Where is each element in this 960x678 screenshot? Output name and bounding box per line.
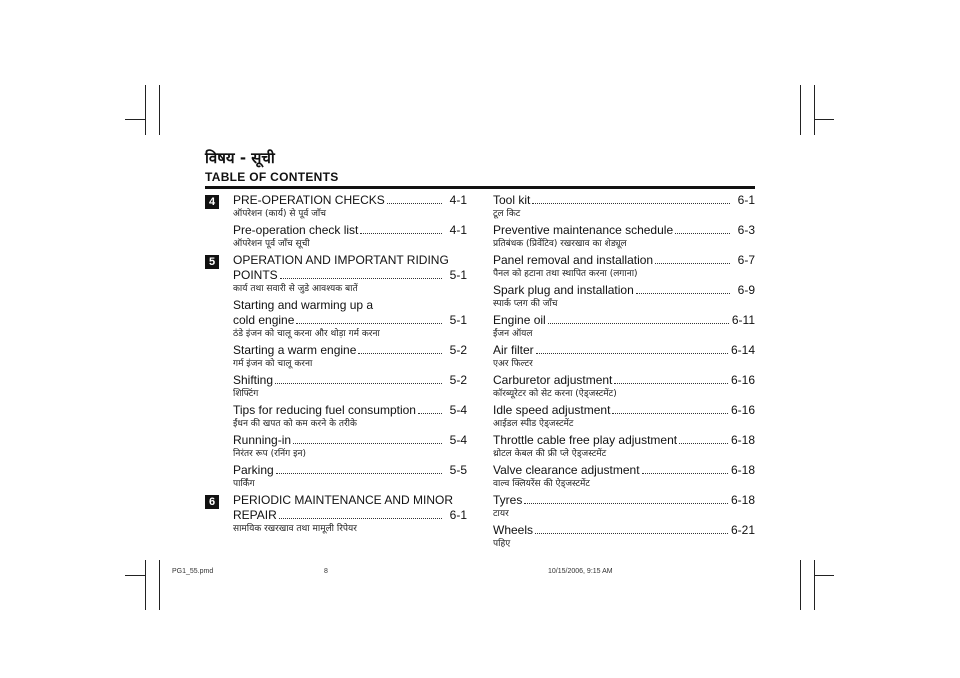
toc-entry[interactable] — [205, 223, 467, 251]
entry-title-hindi: गर्म इंजन को चालू करना — [233, 359, 313, 369]
crop-mark — [800, 560, 801, 610]
entry-title: Pre-operation check list — [233, 223, 359, 237]
entry-title-hindi: थ्रोटल केबल की फ्री प्ले ऐड्जस्टमेंट — [493, 449, 607, 459]
dot-leader — [536, 353, 728, 354]
entry-title: Carburetor adjustment — [493, 373, 613, 387]
chapter-number-badge: 6 — [205, 495, 219, 509]
entry-row — [493, 253, 755, 268]
page-title-hindi: विषय - सूची — [205, 149, 275, 167]
page-number: 6-7 — [737, 253, 755, 267]
page-number: 5-1 — [449, 313, 467, 327]
toc-left-column — [205, 193, 467, 538]
entry-title-hindi: वाल्व क्लियरेंस की ऐड्जस्टमेंट — [493, 479, 590, 489]
entry-title: Idle speed adjustment — [493, 403, 611, 417]
dot-leader — [548, 323, 729, 324]
toc-entry[interactable] — [205, 193, 467, 221]
toc-entry[interactable] — [493, 313, 755, 341]
toc-entry[interactable] — [205, 373, 467, 401]
entry-row — [233, 508, 467, 523]
entry-title: Wheels — [493, 523, 534, 537]
crop-mark — [814, 560, 815, 610]
toc-entry[interactable] — [205, 343, 467, 371]
crop-mark — [145, 85, 146, 135]
crop-mark — [145, 560, 146, 610]
entry-row — [493, 523, 755, 538]
entry-row — [493, 193, 755, 208]
entry-title: Tyres — [493, 493, 523, 507]
entry-row — [233, 463, 467, 478]
page-number: 6-21 — [730, 523, 755, 537]
toc-entry[interactable] — [205, 433, 467, 461]
title-rule — [205, 186, 755, 189]
entry-title: Panel removal and installation — [493, 253, 654, 267]
dot-leader — [279, 518, 442, 519]
entry-title: PRE-OPERATION CHECKS — [233, 193, 385, 207]
page-number: 6-1 — [737, 193, 755, 207]
page-number: 6-14 — [730, 343, 755, 357]
page-number: 6-16 — [730, 403, 755, 417]
entry-title-line: PERIODIC MAINTENANCE AND MINOR — [233, 493, 454, 507]
dot-leader — [275, 383, 442, 384]
entry-title: Parking — [233, 463, 274, 477]
entry-title: Tips for reducing fuel consumption — [233, 403, 416, 417]
page-number: 6-18 — [730, 493, 755, 507]
footer-timestamp: 10/15/2006, 9:15 AM — [548, 568, 613, 575]
dot-leader — [296, 323, 442, 324]
page-number: 6-3 — [737, 223, 755, 237]
dot-leader — [387, 203, 442, 204]
toc-entry[interactable] — [493, 283, 755, 311]
page-number: 5-2 — [449, 373, 467, 387]
entry-title: Shifting — [233, 373, 274, 387]
dot-leader — [280, 278, 442, 279]
page-number: 6-18 — [730, 433, 755, 447]
entry-title-hindi: निरंतर रूप (रनिंग इन) — [233, 449, 307, 459]
dot-leader — [360, 233, 442, 234]
entry-title: Valve clearance adjustment — [493, 463, 640, 477]
dot-leader — [535, 533, 728, 534]
entry-title-hindi: कॉरब्यूरेटर को सेट करना (ऐड्जस्टमेंट) — [493, 389, 617, 399]
toc-entry[interactable] — [205, 403, 467, 431]
dot-leader — [612, 413, 728, 414]
toc-entry[interactable] — [205, 298, 467, 341]
entry-title: Air filter — [493, 343, 534, 357]
entry-title: Engine oil — [493, 313, 546, 327]
page-number: 4-1 — [449, 193, 467, 207]
entry-title: Starting a warm engine — [233, 343, 357, 357]
entry-title: cold engine — [233, 313, 295, 327]
entry-title-hindi: ठंडे इंजन को चालू करना और थोड़ा गर्म करना — [233, 329, 380, 339]
entry-title-hindi: पार्किंग — [233, 479, 255, 489]
entry-title: Tool kit — [493, 193, 531, 207]
page-number: 5-4 — [449, 403, 467, 417]
toc-entry[interactable] — [493, 193, 755, 221]
entry-row — [233, 343, 467, 358]
crop-mark — [814, 119, 834, 120]
footer-page-number: 8 — [324, 568, 328, 575]
page-number: 5-5 — [449, 463, 467, 477]
entry-title-hindi: पहिए — [493, 539, 511, 549]
entry-row — [493, 433, 755, 448]
entry-title-hindi: स्पार्क प्लग की जाँच — [493, 299, 558, 309]
crop-mark — [125, 119, 145, 120]
toc-entry[interactable] — [493, 373, 755, 401]
dot-leader — [655, 263, 730, 264]
entry-title: Preventive maintenance schedule — [493, 223, 674, 237]
dot-leader — [675, 233, 730, 234]
dot-leader — [614, 383, 728, 384]
entry-title-hindi: ईंधन की खपत को कम करने के तरीके — [233, 419, 357, 429]
entry-row — [233, 313, 467, 328]
page-number: 5-2 — [449, 343, 467, 357]
entry-title-hindi: एअर फिल्टर — [493, 359, 533, 369]
entry-title-hindi: प्रतिबंधक (प्रिवेंटिव) रखरखाव का शेड्यूल — [493, 239, 627, 249]
entry-title-hindi: आईडल स्पीड ऐड्जस्टमेंट — [493, 419, 574, 429]
dot-leader — [636, 293, 730, 294]
entry-row — [233, 223, 467, 238]
crop-mark — [125, 575, 145, 576]
toc-entry[interactable] — [205, 493, 467, 536]
entry-title-hindi: सामयिक रखरखाव तथा मामूली रिपेयर — [233, 524, 357, 534]
page-number: 5-4 — [449, 433, 467, 447]
dot-leader — [642, 473, 728, 474]
dot-leader — [524, 503, 728, 504]
entry-title-hindi: कार्य तथा सवारी से जुडे आवश्यक बातें — [233, 284, 358, 294]
entry-title-line: OPERATION AND IMPORTANT RIDING — [233, 253, 449, 267]
page-number: 4-1 — [449, 223, 467, 237]
dot-leader — [679, 443, 728, 444]
crop-mark — [159, 560, 160, 610]
toc-entry[interactable] — [493, 433, 755, 461]
toc-entry[interactable] — [493, 523, 755, 551]
dot-leader — [358, 353, 442, 354]
entry-row — [493, 373, 755, 388]
toc-entry[interactable] — [493, 463, 755, 491]
entry-title-hindi: ऑपरेशन (कार्य) से पूर्व जाँच — [233, 209, 326, 219]
page-number: 6-9 — [737, 283, 755, 297]
dot-leader — [418, 413, 442, 414]
toc-entry[interactable] — [493, 493, 755, 521]
entry-title-line: Starting and warming up a — [233, 298, 374, 312]
dot-leader — [532, 203, 730, 204]
entry-row — [233, 193, 467, 208]
entry-row — [493, 283, 755, 298]
entry-row — [233, 268, 467, 283]
entry-row — [493, 403, 755, 418]
entry-row — [233, 403, 467, 418]
toc-entry[interactable] — [493, 343, 755, 371]
entry-title: REPAIR — [233, 508, 277, 522]
entry-title-hindi: शिफ्टिंग — [233, 389, 259, 399]
entry-title: Throttle cable free play adjustment — [493, 433, 678, 447]
toc-entry[interactable] — [205, 253, 467, 296]
entry-row — [493, 313, 755, 328]
crop-mark — [159, 85, 160, 135]
crop-mark — [814, 575, 834, 576]
page-number: 6-18 — [730, 463, 755, 477]
entry-row — [493, 223, 755, 238]
page-number: 6-1 — [449, 508, 467, 522]
toc-entry[interactable] — [493, 223, 755, 251]
page-number: 6-16 — [730, 373, 755, 387]
entry-row — [493, 463, 755, 478]
dot-leader — [276, 473, 442, 474]
entry-title-hindi: ऑपरेशन पूर्व जाँच सूची — [233, 239, 310, 249]
entry-title: Spark plug and installation — [493, 283, 634, 297]
entry-row — [233, 373, 467, 388]
crop-mark — [814, 85, 815, 135]
entry-title: POINTS — [233, 268, 278, 282]
entry-row — [493, 493, 755, 508]
chapter-number-badge: 5 — [205, 255, 219, 269]
crop-mark — [800, 85, 801, 135]
entry-title-hindi: टायर — [493, 509, 509, 519]
page-title: TABLE OF CONTENTS — [205, 170, 339, 184]
chapter-number-badge: 4 — [205, 195, 219, 209]
toc-right-column — [493, 193, 755, 553]
toc-entry[interactable] — [493, 403, 755, 431]
entry-row — [233, 433, 467, 448]
footer-filename: PG1_55.pmd — [172, 568, 214, 575]
dot-leader — [293, 443, 442, 444]
entry-title: Running-in — [233, 433, 292, 447]
toc-entry[interactable] — [205, 463, 467, 491]
entry-title-hindi: पैनल को हटाना तथा स्थापित करना (लगाना) — [493, 269, 638, 279]
entry-title-hindi: टूल किट — [493, 209, 521, 219]
page-number: 5-1 — [449, 268, 467, 282]
entry-title-hindi: ईंजन ऑयल — [493, 329, 533, 339]
toc-entry[interactable] — [493, 253, 755, 281]
page-number: 6-11 — [731, 313, 755, 327]
entry-row — [493, 343, 755, 358]
